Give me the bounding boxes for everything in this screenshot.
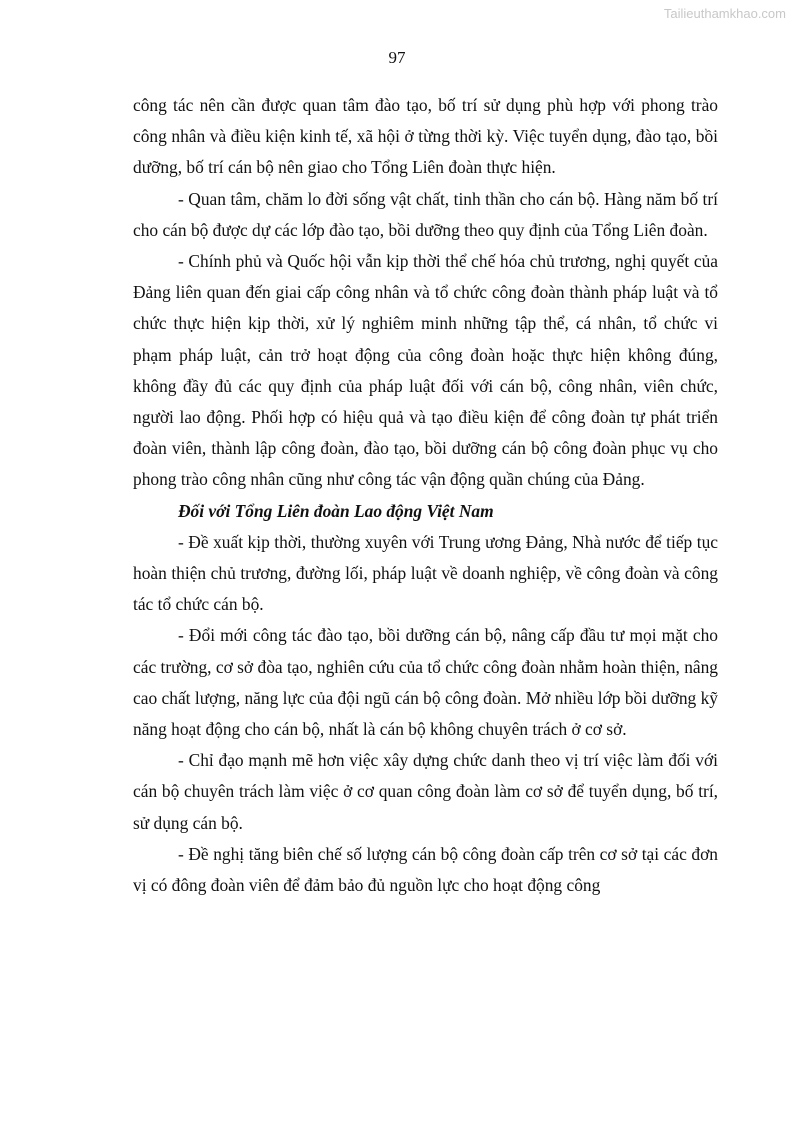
watermark: Tailieuthamkhao.com: [663, 6, 786, 21]
paragraph: - Đề xuất kịp thời, thường xuyên với Trung ương Đảng, Nhà nước để tiếp tục hoàn thiện chủ trương, đường lối, pháp luật về doanh nghiệp, về công đoàn và công tác tổ chức cán bộ.: [133, 531, 718, 615]
paragraph: - Quan tâm, chăm lo đời sống vật chất, tinh thần cho cán bộ. Hàng năm bố trí cho cán bộ được dự các lớp đào tạo, bồi dưỡng theo quy định của Tổng Liên đoàn.: [133, 188, 718, 240]
paragraph: - Chính phủ và Quốc hội vẫn kịp thời thể chế hóa chủ trương, nghị quyết của Đảng liên quan đến giai cấp công nhân và tổ chức công đoàn thành pháp luật và tổ chức thực hiện kịp thời, xử lý nghiêm minh những tập thể, cá nhân, tổ chức vi phạm pháp luật, cản trở hoạt động của công đoàn hoặc thực hiện không đúng, không đầy đủ các quy định của pháp luật đối với cán bộ, công nhân, viên chức, người lao động. Phối hợp có hiệu quả và tạo điều kiện để công đoàn tự phát triển đoàn viên, thành lập công đoàn, đào tạo, bồi dưỡng cán bộ công đoàn phục vụ cho phong trào công nhân cũng như công tác vận động quần chúng của Đảng.: [133, 251, 718, 490]
paragraph: - Đề nghị tăng biên chế số lượng cán bộ công đoàn cấp trên cơ sở tại các đơn vị có đông đoàn viên để đảm bảo đủ nguồn lực cho hoạt động công: [133, 843, 718, 896]
paragraph: - Đổi mới công tác đào tạo, bồi dưỡng cán bộ, nâng cấp đầu tư mọi mặt cho các trường, cơ sở đòa tạo, nghiên cứu của tổ chức công đoàn nhằm hoàn thiện, nâng cao chất lượng, năng lực của đội ngũ cán bộ công đoàn. Mở nhiều lớp bồi dưỡng kỹ năng hoạt động cho cán bộ, nhất là cán bộ không chuyên trách ở cơ sở.: [133, 625, 718, 740]
section-heading: Đối với Tổng Liên đoàn Lao động Việt Nam: [178, 500, 494, 521]
paragraph: - Chỉ đạo mạnh mẽ hơn việc xây dựng chức danh theo vị trí việc làm đối với cán bộ chuyên trách làm việc ở cơ quan công đoàn làm cơ sở để tuyển dụng, bố trí, sử dụng cán bộ.: [133, 750, 718, 833]
page-number: 97: [388, 48, 406, 67]
document-body: [133, 90, 718, 901]
paragraph: công tác nên cần được quan tâm đào tạo, bố trí sử dụng phù hợp với phong trào công nhân và điều kiện kinh tế, xã hội ở từng thời kỳ. Việc tuyển dụng, đào tạo, bồi dưỡng, bố trí cán bộ nên giao cho Tổng Liên đoàn thực hiện.: [133, 95, 718, 178]
